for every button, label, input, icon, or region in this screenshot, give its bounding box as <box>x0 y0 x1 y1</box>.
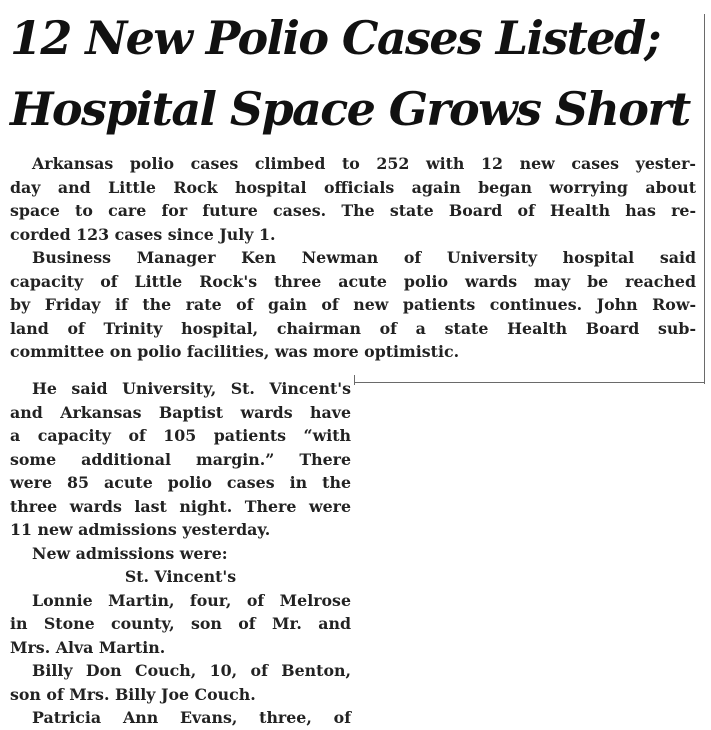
text-line: and Arkansas Baptist wards have <box>10 402 351 422</box>
text-line: three wards last night. There were <box>10 496 351 516</box>
text-line: He said University, St. Vincent's <box>32 379 351 398</box>
text-line: capacity of Little Rock's three acute polio wards may be reached <box>10 271 696 291</box>
text-line: some additional margin.” There <box>10 449 351 469</box>
text-line: committee on polio facilities, was more optimistic. <box>10 342 460 361</box>
paragraph-2 <box>10 246 696 364</box>
wide-column <box>10 152 696 364</box>
text-line: Business Manager Ken Newman of University hospital said <box>32 248 696 267</box>
subhead-st-vincents: St. Vincent's <box>124 567 237 586</box>
text-line: Patricia Ann Evans, three, of <box>32 708 351 727</box>
text-line: son of Mrs. Billy Joe Couch. <box>10 684 256 704</box>
text-line: by Friday if the rate of gain of new patients continues. John Row- <box>10 295 696 314</box>
text-line: space to care for future cases. The state Board of Health has re- <box>10 201 696 220</box>
text-line: in Stone county, son of Mr. and <box>10 614 351 633</box>
paragraph-1 <box>10 152 696 246</box>
text-line: New admissions were: <box>32 543 228 563</box>
paragraph-4 <box>10 542 351 566</box>
narrow-column <box>10 377 351 730</box>
paragraph-7 <box>10 706 351 730</box>
text-line: Arkansas polio cases climbed to 252 with 12 new cases yester- <box>32 154 696 173</box>
text-line: Lonnie Martin, four, of Melrose <box>32 590 351 610</box>
paragraph-6 <box>10 659 351 706</box>
text-line: Mrs. Alva Martin. <box>10 637 166 657</box>
text-line: corded 123 cases since July 1. <box>10 224 276 244</box>
column-rule-right <box>704 14 705 384</box>
text-line: day and Little Rock hospital officials again began worrying about <box>10 177 696 197</box>
paragraph-3 <box>10 377 351 542</box>
paragraph-5 <box>10 589 351 660</box>
text-line: 11 new admissions yesterday. <box>10 520 271 539</box>
headline-line-2: Hospital Space Grows Short <box>10 82 690 136</box>
text-line: Billy Don Couch, 10, of Benton, <box>32 661 351 680</box>
column-rule-short <box>354 375 355 385</box>
headline-line-1: 12 New Polio Cases Listed; <box>10 11 660 65</box>
text-line: a capacity of 105 patients “with <box>10 426 351 445</box>
text-line: were 85 acute polio cases in the <box>10 473 351 492</box>
section-rule <box>354 382 705 383</box>
text-line: land of Trinity hospital, chairman of a state Health Board sub- <box>10 318 696 338</box>
